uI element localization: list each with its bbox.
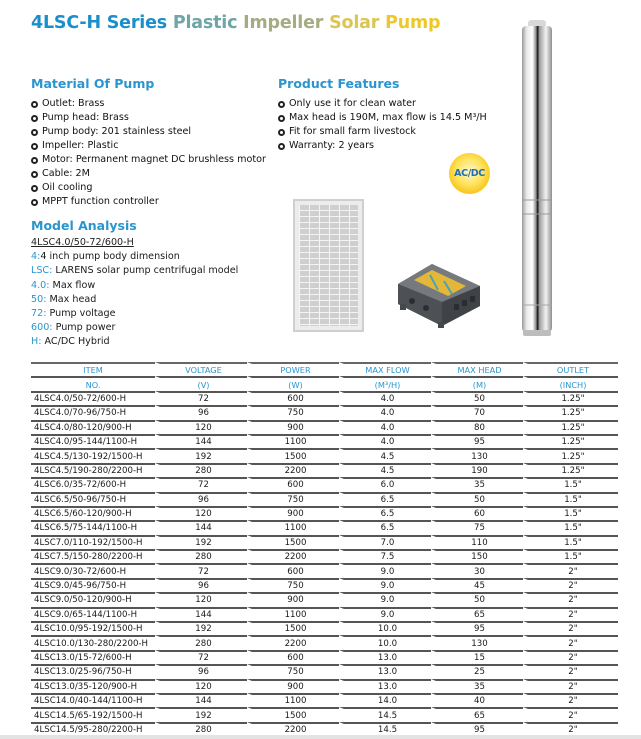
cell-power: 600: [247, 477, 339, 491]
submersible-pump-image: [520, 20, 554, 338]
bullet-icon: [31, 129, 38, 136]
model-value: Max head: [46, 293, 97, 305]
cell-power: 1100: [247, 434, 339, 448]
cell-voltage: 144: [155, 520, 247, 534]
cell-outlet: 2": [523, 578, 618, 592]
table-row: [31, 592, 618, 606]
column-header: VOLTAGE: [155, 362, 247, 376]
list-item: [31, 181, 266, 195]
cell-max-flow: 4.0: [339, 391, 431, 405]
model-analysis-entry: [31, 250, 238, 264]
table-row: [31, 635, 618, 649]
cell-item-no: 4LSC4.0/95-144/1100-H: [31, 434, 155, 448]
bullet-icon: [31, 199, 38, 206]
cell-outlet: 1.25": [523, 405, 618, 419]
cell-power: 900: [247, 592, 339, 606]
cell-item-no: 4LSC14.5/65-192/1500-H: [31, 707, 155, 721]
cell-power: 2200: [247, 635, 339, 649]
cell-power: 1500: [247, 707, 339, 721]
cell-outlet: 1.5": [523, 477, 618, 491]
cell-max-head: 95: [431, 434, 523, 448]
list-item-text: Warranty: 2 years: [289, 140, 375, 151]
cell-voltage: 96: [155, 578, 247, 592]
cell-max-head: 80: [431, 420, 523, 434]
cell-power: 2200: [247, 549, 339, 563]
list-item-text: MPPT function controller: [42, 196, 159, 207]
cell-item-no: 4LSC13.0/25-96/750-H: [31, 664, 155, 678]
bottom-divider: [0, 735, 641, 739]
cell-item-no: 4LSC14.0/40-144/1100-H: [31, 693, 155, 707]
column-unit: (W): [247, 376, 339, 390]
cell-outlet: 2": [523, 722, 618, 736]
table-row: [31, 391, 618, 405]
model-analysis-list: [31, 236, 239, 348]
table-header-row: [31, 362, 618, 376]
model-analysis-entry: [31, 307, 238, 321]
list-item: [278, 111, 487, 125]
cell-voltage: 280: [155, 722, 247, 736]
cell-max-flow: 14.0: [339, 693, 431, 707]
table-header-units-row: [31, 376, 618, 390]
cell-max-head: 50: [431, 592, 523, 606]
cell-power: 1100: [247, 693, 339, 707]
solar-panel-image: [293, 199, 364, 332]
list-item: [278, 139, 487, 153]
cell-outlet: 2": [523, 707, 618, 721]
cell-outlet: 1.5": [523, 506, 618, 520]
cell-max-flow: 14.5: [339, 707, 431, 721]
model-key: LSC:: [31, 265, 53, 277]
table-row: [31, 434, 618, 448]
cell-max-flow: 13.0: [339, 679, 431, 693]
table-row: [31, 693, 618, 707]
table-row: [31, 679, 618, 693]
cell-outlet: 1.5": [523, 520, 618, 534]
table-row: [31, 707, 618, 721]
model-key: 4.0:: [31, 279, 50, 291]
column-header: MAX HEAD: [431, 362, 523, 376]
cell-power: 900: [247, 420, 339, 434]
cell-power: 750: [247, 664, 339, 678]
column-header: MAX FLOW: [339, 362, 431, 376]
cell-power: 750: [247, 492, 339, 506]
cell-voltage: 120: [155, 679, 247, 693]
table-row: [31, 506, 618, 520]
cell-max-head: 95: [431, 722, 523, 736]
table-row: [31, 520, 618, 534]
cell-item-no: 4LSC13.0/35-120/900-H: [31, 679, 155, 693]
cell-power: 600: [247, 563, 339, 577]
cell-voltage: 280: [155, 635, 247, 649]
cell-max-head: 45: [431, 578, 523, 592]
cell-max-flow: 6.5: [339, 492, 431, 506]
material-list: [31, 97, 266, 209]
cell-item-no: 4LSC14.5/95-280/2200-H: [31, 722, 155, 736]
cell-max-head: 130: [431, 635, 523, 649]
table-row: [31, 621, 618, 635]
cell-outlet: 2": [523, 693, 618, 707]
model-value: 4 inch pump body dimension: [40, 251, 180, 263]
cell-item-no: 4LSC10.0/95-192/1500-H: [31, 621, 155, 635]
table-row: [31, 463, 618, 477]
acdc-badge: AC/DC: [449, 153, 490, 194]
cell-max-head: 65: [431, 607, 523, 621]
cell-voltage: 72: [155, 650, 247, 664]
cell-power: 1500: [247, 535, 339, 549]
cell-max-flow: 9.0: [339, 578, 431, 592]
model-analysis-entry: [31, 279, 238, 293]
cell-power: 750: [247, 578, 339, 592]
bullet-icon: [31, 115, 38, 122]
cell-max-head: 70: [431, 405, 523, 419]
cell-voltage: 120: [155, 420, 247, 434]
controller-box-image: [392, 256, 482, 330]
cell-voltage: 192: [155, 535, 247, 549]
cell-max-flow: 4.5: [339, 448, 431, 462]
cell-item-no: 4LSC7.5/150-280/2200-H: [31, 549, 155, 563]
cell-voltage: 144: [155, 434, 247, 448]
column-header: OUTLET: [523, 362, 618, 376]
table-row: [31, 578, 618, 592]
cell-item-no: 4LSC4.0/80-120/900-H: [31, 420, 155, 434]
cell-power: 600: [247, 391, 339, 405]
cell-max-head: 150: [431, 549, 523, 563]
bullet-icon: [278, 115, 285, 122]
cell-voltage: 72: [155, 391, 247, 405]
cell-max-head: 95: [431, 621, 523, 635]
list-item: [278, 125, 487, 139]
list-item: [31, 111, 266, 125]
model-analysis-heading: Model Analysis: [31, 218, 137, 233]
cell-max-flow: 10.0: [339, 635, 431, 649]
bullet-icon: [31, 157, 38, 164]
model-value: Max flow: [49, 279, 96, 291]
cell-max-head: 75: [431, 520, 523, 534]
cell-max-flow: 14.5: [339, 722, 431, 736]
table-row: [31, 650, 618, 664]
cell-item-no: 4LSC6.5/60-120/900-H: [31, 506, 155, 520]
cell-outlet: 1.25": [523, 420, 618, 434]
cell-power: 900: [247, 679, 339, 693]
list-item-text: Oil cooling: [42, 182, 93, 193]
cell-item-no: 4LSC10.0/130-280/2200-H: [31, 635, 155, 649]
table-row: [31, 448, 618, 462]
cell-outlet: 1.5": [523, 549, 618, 563]
cell-voltage: 96: [155, 492, 247, 506]
table-row: [31, 405, 618, 419]
model-key: 600:: [31, 322, 53, 334]
solar-cells: [299, 205, 358, 326]
cell-item-no: 4LSC4.0/70-96/750-H: [31, 405, 155, 419]
column-unit: NO.: [31, 376, 155, 390]
cell-max-head: 110: [431, 535, 523, 549]
model-key: H:: [31, 336, 42, 348]
model-value: AC/DC Hybrid: [41, 336, 110, 348]
cell-item-no: 4LSC4.0/50-72/600-H: [31, 391, 155, 405]
list-item-text: Fit for small farm livestock: [289, 126, 416, 137]
cell-max-flow: 4.0: [339, 420, 431, 434]
cell-item-no: 4LSC4.5/130-192/1500-H: [31, 448, 155, 462]
cell-item-no: 4LSC6.5/75-144/1100-H: [31, 520, 155, 534]
cell-max-head: 130: [431, 448, 523, 462]
spec-table: [31, 362, 618, 736]
cell-voltage: 192: [155, 621, 247, 635]
cell-voltage: 192: [155, 448, 247, 462]
cell-max-flow: 9.0: [339, 563, 431, 577]
cell-voltage: 280: [155, 549, 247, 563]
bullet-icon: [31, 143, 38, 150]
list-item-text: Pump head: Brass: [42, 112, 129, 123]
cell-max-flow: 6.5: [339, 506, 431, 520]
cell-max-flow: 6.5: [339, 520, 431, 534]
cell-voltage: 144: [155, 607, 247, 621]
model-code: 4LSC4.0/50-72/600-H: [31, 237, 134, 248]
cell-power: 2200: [247, 463, 339, 477]
page-title: 4LSC-H Series Plastic Impeller Solar Pump: [31, 13, 441, 33]
cell-voltage: 72: [155, 563, 247, 577]
bullet-icon: [31, 171, 38, 178]
table-row: [31, 420, 618, 434]
model-value: LARENS solar pump centrifugal model: [52, 265, 239, 277]
cell-power: 1100: [247, 607, 339, 621]
cell-max-head: 15: [431, 650, 523, 664]
cell-power: 2200: [247, 722, 339, 736]
list-item: [31, 153, 266, 167]
cell-max-flow: 4.5: [339, 463, 431, 477]
cell-max-head: 25: [431, 664, 523, 678]
material-heading: Material Of Pump: [31, 76, 155, 91]
cell-max-head: 35: [431, 679, 523, 693]
bullet-icon: [278, 143, 285, 150]
cell-max-flow: 10.0: [339, 621, 431, 635]
cell-outlet: 2": [523, 650, 618, 664]
cell-max-head: 35: [431, 477, 523, 491]
column-unit: (INCH): [523, 376, 618, 390]
cell-max-head: 60: [431, 506, 523, 520]
list-item-text: Only use it for clean water: [289, 98, 416, 109]
table-row: [31, 722, 618, 736]
cell-outlet: 1.25": [523, 448, 618, 462]
cell-voltage: 120: [155, 592, 247, 606]
cell-max-flow: 4.0: [339, 405, 431, 419]
list-item-text: Outlet: Brass: [42, 98, 105, 109]
cell-voltage: 280: [155, 463, 247, 477]
cell-max-flow: 6.0: [339, 477, 431, 491]
list-item-text: Pump body: 201 stainless steel: [42, 126, 192, 137]
cell-outlet: 1.5": [523, 492, 618, 506]
model-value: Pump voltage: [46, 307, 116, 319]
cell-power: 1100: [247, 520, 339, 534]
model-analysis-entry: [31, 321, 238, 335]
bullet-icon: [31, 185, 38, 192]
column-header: ITEM: [31, 362, 155, 376]
list-item: [278, 97, 487, 111]
cell-outlet: 1.25": [523, 463, 618, 477]
model-value: Pump power: [52, 322, 116, 334]
cell-voltage: 72: [155, 477, 247, 491]
table-row: [31, 535, 618, 549]
list-item-text: Motor: Permanent magnet DC brushless motor: [42, 154, 266, 165]
cell-item-no: 4LSC6.0/35-72/600-H: [31, 477, 155, 491]
cell-voltage: 96: [155, 664, 247, 678]
cell-outlet: 1.25": [523, 434, 618, 448]
cell-outlet: 2": [523, 563, 618, 577]
cell-power: 1500: [247, 621, 339, 635]
cell-item-no: 4LSC9.0/65-144/1100-H: [31, 607, 155, 621]
cell-voltage: 120: [155, 506, 247, 520]
cell-power: 1500: [247, 448, 339, 462]
list-item: [31, 139, 266, 153]
cell-power: 600: [247, 650, 339, 664]
model-analysis-entry: [31, 335, 238, 349]
cell-max-head: 50: [431, 391, 523, 405]
model-key: 50:: [31, 293, 47, 305]
list-item: [31, 195, 266, 209]
cell-max-head: 40: [431, 693, 523, 707]
cell-outlet: 2": [523, 664, 618, 678]
column-unit: (V): [155, 376, 247, 390]
cell-max-flow: 7.0: [339, 535, 431, 549]
cell-item-no: 4LSC7.0/110-192/1500-H: [31, 535, 155, 549]
features-list: [278, 97, 487, 153]
cell-max-flow: 9.0: [339, 607, 431, 621]
column-unit: (M): [431, 376, 523, 390]
table-row: [31, 664, 618, 678]
cell-power: 900: [247, 506, 339, 520]
bullet-icon: [278, 101, 285, 108]
cell-max-flow: 7.5: [339, 549, 431, 563]
cell-max-flow: 4.0: [339, 434, 431, 448]
cell-item-no: 4LSC4.5/190-280/2200-H: [31, 463, 155, 477]
cell-outlet: 1.5": [523, 535, 618, 549]
table-row: [31, 563, 618, 577]
list-item-text: Impeller: Plastic: [42, 140, 119, 151]
bullet-icon: [278, 129, 285, 136]
cell-item-no: 4LSC6.5/50-96/750-H: [31, 492, 155, 506]
table-row: [31, 477, 618, 491]
model-analysis-entry: [31, 293, 238, 307]
cell-max-head: 65: [431, 707, 523, 721]
list-item-text: Cable: 2M: [42, 168, 90, 179]
bullet-icon: [31, 101, 38, 108]
table-row: [31, 607, 618, 621]
list-item: [31, 97, 266, 111]
cell-max-flow: 13.0: [339, 664, 431, 678]
table-row: [31, 492, 618, 506]
cell-item-no: 4LSC9.0/50-120/900-H: [31, 592, 155, 606]
cell-item-no: 4LSC13.0/15-72/600-H: [31, 650, 155, 664]
cell-outlet: 2": [523, 592, 618, 606]
cell-outlet: 1.25": [523, 391, 618, 405]
list-item: [31, 125, 266, 139]
cell-item-no: 4LSC9.0/45-96/750-H: [31, 578, 155, 592]
cell-outlet: 2": [523, 679, 618, 693]
cell-voltage: 192: [155, 707, 247, 721]
list-item-text: Max head is 190M, max flow is 14.5 M³/H: [289, 112, 487, 123]
cell-max-flow: 9.0: [339, 592, 431, 606]
cell-item-no: 4LSC9.0/30-72/600-H: [31, 563, 155, 577]
features-heading: Product Features: [278, 76, 400, 91]
column-header: POWER: [247, 362, 339, 376]
cell-max-head: 50: [431, 492, 523, 506]
cell-voltage: 144: [155, 693, 247, 707]
table-row: [31, 549, 618, 563]
cell-outlet: 2": [523, 607, 618, 621]
cell-max-flow: 13.0: [339, 650, 431, 664]
cell-max-head: 30: [431, 563, 523, 577]
model-key: 72:: [31, 307, 47, 319]
cell-outlet: 2": [523, 621, 618, 635]
cell-outlet: 2": [523, 635, 618, 649]
column-unit: (M³/H): [339, 376, 431, 390]
list-item: [31, 167, 266, 181]
model-key: 4:: [31, 251, 41, 263]
cell-max-head: 190: [431, 463, 523, 477]
model-analysis-entry: [31, 264, 238, 278]
cell-power: 750: [247, 405, 339, 419]
cell-voltage: 96: [155, 405, 247, 419]
